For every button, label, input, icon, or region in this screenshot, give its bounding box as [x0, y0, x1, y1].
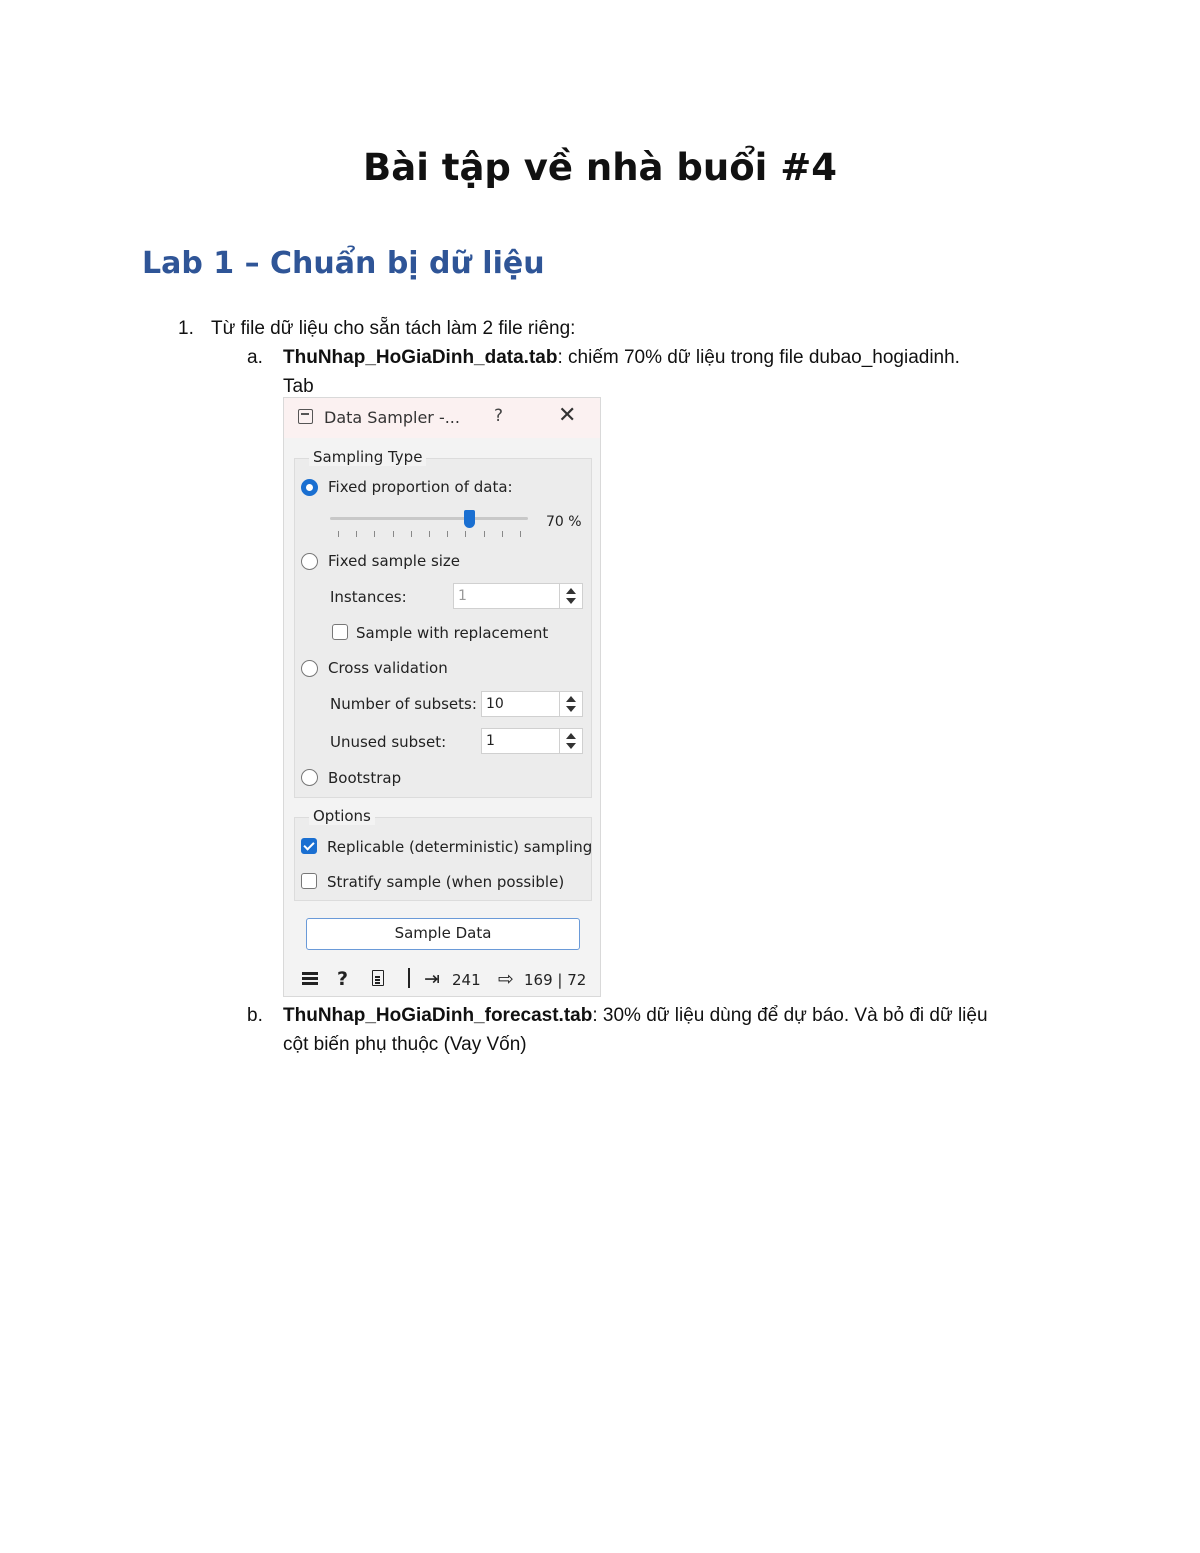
output-counts: 169 | 72 — [524, 971, 587, 989]
sampling-type-legend: Sampling Type — [309, 448, 426, 466]
slider-tick — [374, 531, 375, 537]
replicable-label: Replicable (deterministic) sampling — [327, 838, 593, 856]
proportion-slider[interactable] — [330, 517, 528, 520]
input-count: 241 — [452, 971, 481, 989]
sublist-item-b-text-line2: cột biến phụ thuộc (Vay Vốn) — [283, 1034, 527, 1055]
subsets-value: 10 — [486, 696, 504, 712]
filename-data: ThuNhap_HoGiaDinh_data.tab — [283, 347, 558, 368]
stratify-label: Stratify sample (when possible) — [327, 873, 565, 891]
fixed-proportion-label: Fixed proportion of data: — [328, 478, 513, 496]
bootstrap-label: Bootstrap — [328, 769, 402, 787]
dialog-title: Data Sampler -... — [324, 408, 460, 427]
fixed-size-radio[interactable] — [301, 553, 318, 570]
sublist-item-b-text: : 30% dữ liệu dùng để dự báo. Và bỏ đi dữ liệu — [592, 1005, 988, 1026]
dialog-titlebar — [284, 398, 600, 438]
slider-tick — [520, 531, 521, 537]
slider-tick — [356, 531, 357, 537]
unused-subset-spinbox[interactable] — [481, 728, 583, 754]
spin-arrows-icon[interactable] — [559, 692, 582, 716]
cross-validation-radio[interactable] — [301, 660, 318, 677]
sublist-item-a — [283, 343, 1083, 401]
filename-forecast: ThuNhap_HoGiaDinh_forecast.tab — [283, 1005, 593, 1026]
output-arrow-icon: ⇨ — [498, 968, 514, 990]
unused-subset-label: Unused subset: — [330, 733, 447, 751]
lab-heading: Lab 1 – Chuẩn bị dữ liệu — [142, 246, 545, 281]
subsets-label: Number of subsets: — [330, 695, 477, 713]
slider-tick — [338, 531, 339, 537]
data-sampler-app-icon — [298, 409, 313, 424]
sample-data-button[interactable]: Sample Data — [306, 918, 580, 950]
list-item-text: Từ file dữ liệu cho sẵn tách làm 2 file riêng: — [211, 318, 576, 339]
fixed-proportion-radio[interactable] — [301, 479, 318, 496]
instances-label: Instances: — [330, 588, 407, 606]
slider-tick — [465, 531, 466, 537]
data-sampler-dialog — [283, 397, 601, 997]
slider-tick — [502, 531, 503, 537]
page-title: Bài tập về nhà buổi #4 — [363, 146, 837, 189]
sublist-item-a-text-line2: Tab — [283, 376, 314, 397]
sublist-letter-a: a. — [247, 347, 263, 368]
slider-tick — [393, 531, 394, 537]
slider-tick — [429, 531, 430, 537]
slider-tick — [447, 531, 448, 537]
options-legend: Options — [309, 807, 375, 825]
proportion-slider-handle[interactable] — [464, 510, 475, 528]
slider-tick — [411, 531, 412, 537]
stratify-checkbox[interactable] — [301, 873, 317, 889]
cross-validation-label: Cross validation — [328, 659, 448, 677]
subsets-spinbox[interactable] — [481, 691, 583, 717]
replacement-label: Sample with replacement — [356, 624, 549, 642]
proportion-value: 70 % — [546, 514, 582, 530]
unused-subset-value: 1 — [486, 733, 495, 749]
menu-icon[interactable] — [302, 972, 318, 984]
report-icon[interactable] — [372, 970, 384, 986]
bootstrap-radio[interactable] — [301, 769, 318, 786]
fixed-size-label: Fixed sample size — [328, 552, 461, 570]
instances-value: 1 — [458, 588, 467, 604]
status-separator — [408, 968, 410, 988]
spin-arrows-icon[interactable] — [559, 584, 582, 608]
close-icon[interactable]: ✕ — [558, 403, 577, 428]
list-number: 1. — [178, 318, 194, 339]
slider-tick — [484, 531, 485, 537]
help-icon[interactable]: ? — [494, 406, 504, 426]
replacement-checkbox[interactable] — [332, 624, 348, 640]
status-bar — [284, 960, 600, 996]
sublist-item-b — [283, 1001, 1103, 1059]
spin-arrows-icon[interactable] — [559, 729, 582, 753]
sublist-letter-b: b. — [247, 1005, 263, 1026]
help-icon[interactable]: ? — [337, 968, 349, 990]
input-arrow-icon: ⇥ — [424, 968, 440, 990]
instances-spinbox[interactable] — [453, 583, 583, 609]
replicable-checkbox[interactable] — [301, 838, 317, 854]
sublist-item-a-text: : chiếm 70% dữ liệu trong file dubao_hogiadinh. — [557, 347, 960, 368]
